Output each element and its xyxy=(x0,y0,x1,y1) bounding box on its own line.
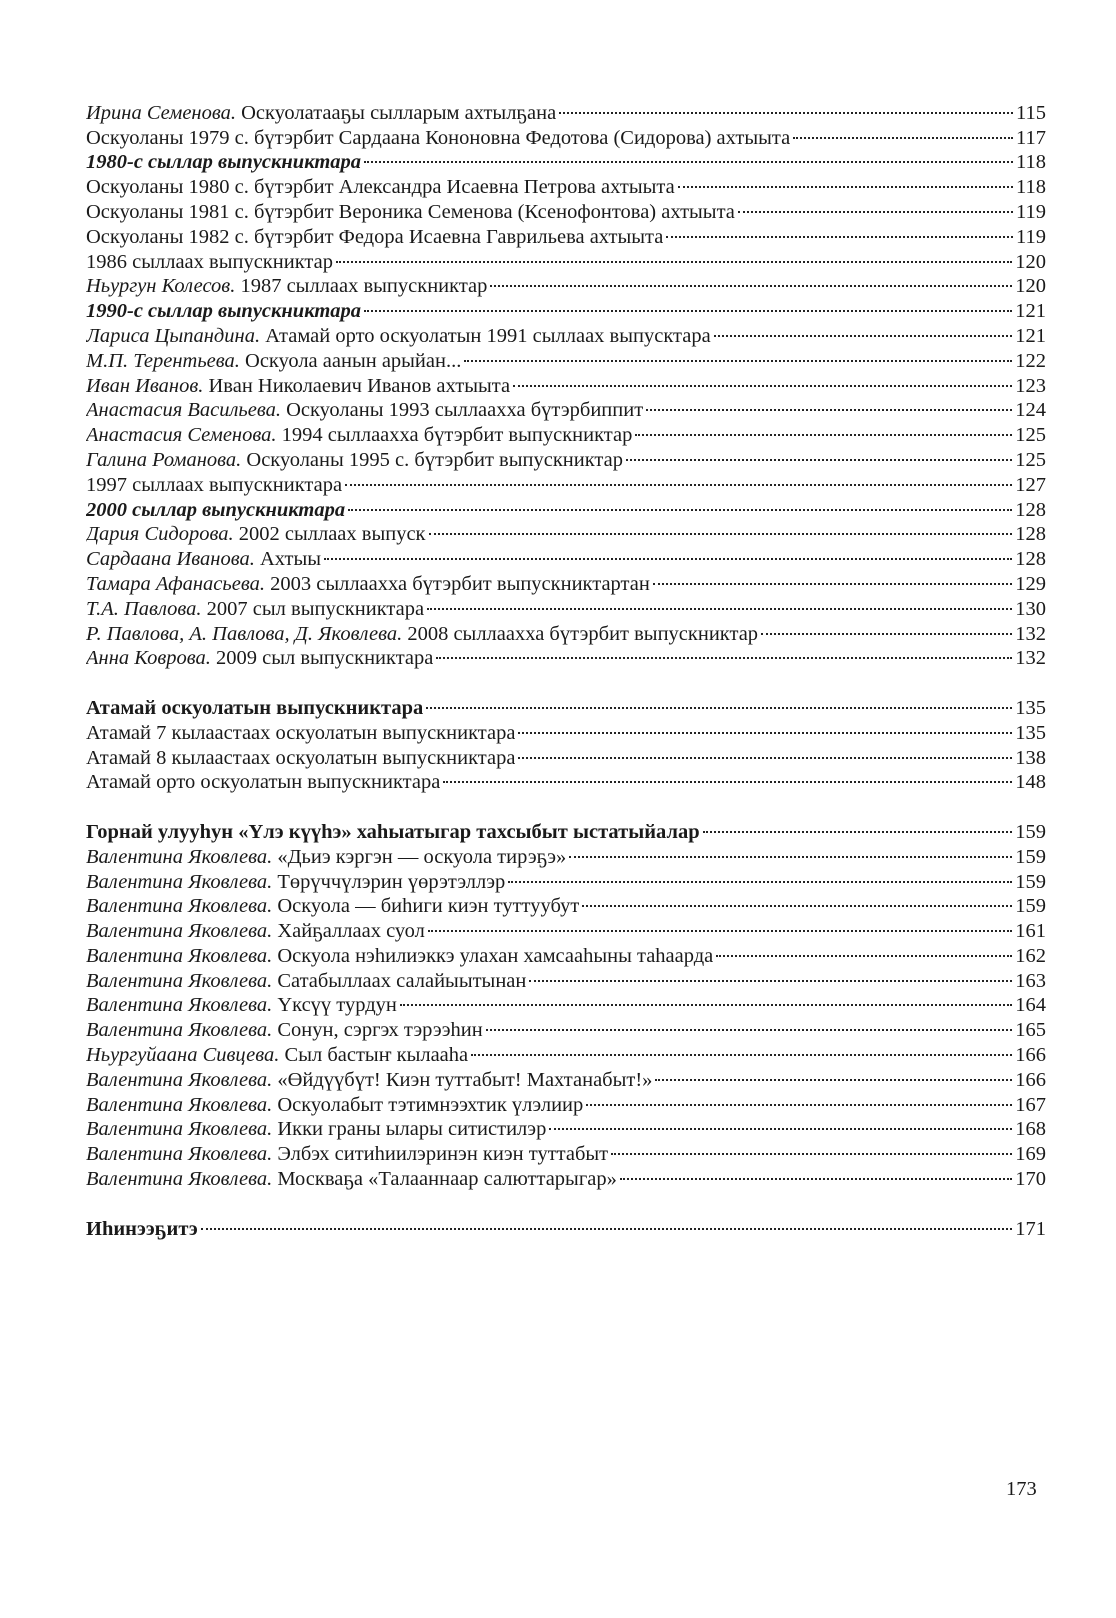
dot-leader xyxy=(428,912,1012,937)
toc-entry-author: Валентина Яковлева. xyxy=(86,969,273,992)
toc-entry-author: Сардаана Иванова. xyxy=(86,548,255,571)
dot-leader xyxy=(464,342,1012,367)
toc-entry-title: Оскуоланы 1981 с. бүтэрбит Вероника Семенова (Ксенофонтова) ахтыыта xyxy=(86,200,735,223)
toc-entry-page: 168 xyxy=(1015,1118,1046,1141)
toc-entry-title: Ахтыы xyxy=(254,548,322,571)
toc-entry-text xyxy=(86,175,675,200)
dot-leader xyxy=(738,193,1013,218)
toc-entry-author: Валентина Яковлева. xyxy=(86,1143,273,1166)
toc-entry-page: 117 xyxy=(1016,126,1046,149)
toc-entry-title: Атамай оскуолатын выпускниктара xyxy=(86,696,424,719)
dot-leader xyxy=(518,739,1012,764)
toc-entry-text xyxy=(86,919,425,944)
toc-entry-author: Валентина Яковлева. xyxy=(86,1068,273,1091)
toc-entry-title: 1987 сыллаах выпускниктар xyxy=(235,275,488,298)
toc-entry-title: Москваҕа «Талааннаар салюттарыгар» xyxy=(272,1168,617,1191)
toc-entry-page: 161 xyxy=(1015,920,1046,943)
toc-entry-author: Т.А. Павлова. xyxy=(86,597,202,620)
toc-entry-title: Атамай 7 кылаастаах оскуолатын выпускниктара xyxy=(86,721,516,744)
toc-entry-page: 167 xyxy=(1015,1093,1046,1116)
toc-entry-page: 122 xyxy=(1015,349,1046,372)
toc-entry-title: Оскуоланы 1993 сыллаахха бүтэрбиппит xyxy=(280,399,644,422)
dot-leader xyxy=(620,1160,1012,1185)
dot-leader xyxy=(490,268,1012,293)
toc-entry-text xyxy=(86,200,735,225)
dot-leader xyxy=(666,218,1013,243)
toc-entry-page: 127 xyxy=(1015,473,1046,496)
toc-entry-page: 120 xyxy=(1015,250,1046,273)
toc-entry-text xyxy=(86,696,423,721)
toc-entry-title: Горнай улууһун «Үлэ күүһэ» хаһыатыгар тахсыбыт ыстатыйалар xyxy=(86,820,700,843)
toc-entry-text xyxy=(86,1167,617,1192)
toc-entry-title: «Өйдүүбүт! Киэн туттабыт! Махтанабыт!» xyxy=(272,1068,653,1091)
dot-leader xyxy=(626,441,1012,466)
toc-entry-page: 121 xyxy=(1015,324,1046,347)
toc-entry-text xyxy=(86,473,342,498)
toc-entry-title: 1997 сыллаах выпускниктара xyxy=(86,473,343,496)
toc-entry-page: 119 xyxy=(1016,225,1046,248)
dot-leader xyxy=(655,1061,1012,1086)
dot-leader xyxy=(678,168,1013,193)
toc-entry-text xyxy=(86,770,440,795)
toc-entry-text xyxy=(86,250,333,275)
toc-entry-page: 124 xyxy=(1015,399,1046,422)
toc-entry-text xyxy=(86,299,361,324)
toc-heading[interactable] xyxy=(86,1210,1046,1240)
dot-leader xyxy=(653,565,1012,590)
toc-entry-title: Оскуоланы 1982 с. бүтэрбит Федора Исаевна Гаврильева ахтыыта xyxy=(86,225,664,248)
dot-leader xyxy=(364,144,1013,169)
dot-leader xyxy=(703,813,1013,838)
toc-entry-author: Р. Павлова, А. Павлова, Д. Яковлева. xyxy=(86,622,403,645)
toc-entry-page: 170 xyxy=(1015,1168,1046,1191)
toc-entry-title: Оскуолатааҕы сылларым ахтылҕана xyxy=(236,101,557,124)
toc-entry-title: Хайҕаллаах суол xyxy=(272,920,425,943)
dot-leader xyxy=(471,1036,1012,1061)
toc-entry-page: 119 xyxy=(1016,200,1046,223)
dot-leader xyxy=(559,94,1013,119)
toc-entry-author: Валентина Яковлева. xyxy=(86,1118,273,1141)
table-of-contents xyxy=(86,94,1046,1240)
toc-entry-page: 171 xyxy=(1015,1217,1046,1240)
toc-entry-title: Иван Николаевич Иванов ахтыыта xyxy=(203,374,511,397)
toc-entry-author: Ньургуйаана Сивцева. xyxy=(86,1044,280,1067)
toc-entry[interactable] xyxy=(86,94,1046,124)
dot-leader xyxy=(716,937,1012,962)
toc-entry-page: 138 xyxy=(1015,746,1046,769)
toc-entry-title: 2003 сыллаахха бүтэрбит выпускниктартан xyxy=(264,572,650,595)
toc-entry-text xyxy=(86,1068,652,1093)
toc-entry-page: 115 xyxy=(1016,101,1046,124)
dot-leader xyxy=(586,1086,1012,1111)
toc-entry-text xyxy=(86,498,345,523)
toc-entry-title: Оскуоланы 1979 с. бүтэрбит Сардаана Кононовна Федотова (Сидорова) ахтыыта xyxy=(86,126,791,149)
dot-leader xyxy=(646,392,1012,417)
toc-entry-title: Үксүү турдун xyxy=(272,994,397,1017)
toc-entry-author: Валентина Яковлева. xyxy=(86,920,273,943)
toc-entry-page: 123 xyxy=(1015,374,1046,397)
toc-entry-title: 2000 сыллар выпускниктара xyxy=(86,498,346,521)
toc-entry-title: Оскуоланы 1980 с. бүтэрбит Александра Исаевна Петрова ахтыыта xyxy=(86,176,675,199)
toc-entry-page: 128 xyxy=(1015,523,1046,546)
dot-leader xyxy=(761,615,1012,640)
dot-leader xyxy=(348,491,1012,516)
toc-entry-page: 125 xyxy=(1015,424,1046,447)
toc-entry-page: 129 xyxy=(1015,572,1046,595)
dot-leader xyxy=(336,243,1012,268)
dot-leader xyxy=(436,640,1012,665)
toc-entry-text xyxy=(86,1018,483,1043)
toc-entry-title: Оскуола — биһиги киэн туттуубут xyxy=(272,895,580,918)
dot-leader xyxy=(549,1111,1012,1136)
toc-entry-page: 135 xyxy=(1015,721,1046,744)
toc-entry-text xyxy=(86,870,505,895)
toc-entry-title: Төрүччүлэрин үөрэтэллэр xyxy=(272,870,506,893)
toc-entry-page: 162 xyxy=(1015,944,1046,967)
toc-entry-author: Валентина Яковлева. xyxy=(86,1093,273,1116)
toc-entry-author: Иван Иванов. xyxy=(86,374,204,397)
toc-entry-title: Атамай орто оскуолатын 1991 сыллаах выпусктара xyxy=(260,324,711,347)
toc-entry-author: Валентина Яковлева. xyxy=(86,845,273,868)
toc-entry-author: Валентина Яковлева. xyxy=(86,870,273,893)
toc-entry-text xyxy=(86,845,566,870)
toc-entry-text xyxy=(86,1043,468,1068)
toc-entry-title: Сатабыллаах салайыытынан xyxy=(272,969,527,992)
dot-leader xyxy=(364,292,1012,317)
toc-heading[interactable] xyxy=(86,813,1046,843)
toc-entry-author: Лариса Цыпандина. xyxy=(86,324,261,347)
dot-leader xyxy=(793,119,1013,144)
toc-entry-author: Ирина Семенова. xyxy=(86,101,236,124)
toc-entry-text xyxy=(86,1117,546,1142)
toc-entry-text xyxy=(86,993,397,1018)
toc-entry-text xyxy=(86,547,321,572)
toc-entry-text xyxy=(86,374,510,399)
toc-entry-page: 128 xyxy=(1015,548,1046,571)
toc-entry-title: 1986 сыллаах выпускниктар xyxy=(86,250,333,273)
toc-entry-author: Валентина Яковлева. xyxy=(86,944,273,967)
toc-entry-title: Атамай орто оскуолатын выпускниктара xyxy=(86,771,441,794)
toc-entry-text xyxy=(86,597,424,622)
page-number: 173 xyxy=(1006,1478,1037,1500)
toc-entry-author: Анастасия Васильева. xyxy=(86,399,281,422)
toc-entry-author: Анастасия Семенова. xyxy=(86,424,277,447)
toc-entry-text xyxy=(86,1142,608,1167)
dot-leader xyxy=(201,1210,1012,1235)
toc-entry-author: Валентина Яковлева. xyxy=(86,895,273,918)
toc-entry-title: Оскуола аанын арыйан... xyxy=(239,349,462,372)
dot-leader xyxy=(427,590,1012,615)
toc-entry-author: Валентина Яковлева. xyxy=(86,994,273,1017)
toc-entry-page: 169 xyxy=(1015,1143,1046,1166)
dot-leader xyxy=(443,764,1012,789)
dot-leader xyxy=(582,888,1012,913)
toc-entry-title: 2008 сыллаахха бүтэрбит выпускниктар xyxy=(402,622,759,645)
toc-entry-text xyxy=(86,721,515,746)
toc-entry-author: Анна Коврова. xyxy=(86,647,211,670)
dot-leader xyxy=(635,416,1012,441)
toc-entry-title: 1994 сыллаахха бүтэрбит выпускниктар xyxy=(276,424,633,447)
toc-entry-page: 120 xyxy=(1015,275,1046,298)
toc-entry-title: Сыл бастыҥ кылааһа xyxy=(279,1044,469,1067)
toc-entry-text xyxy=(86,150,361,175)
dot-leader xyxy=(429,516,1013,541)
toc-entry-page: 166 xyxy=(1015,1068,1046,1091)
toc-entry-title: Сонун, сэргэх тэрээһин xyxy=(272,1019,483,1042)
toc-entry-page: 132 xyxy=(1015,647,1046,670)
toc-entry-author: Дария Сидорова. xyxy=(86,523,234,546)
toc-entry-page: 164 xyxy=(1015,994,1046,1017)
dot-leader xyxy=(518,714,1012,739)
toc-entry-page: 118 xyxy=(1016,176,1046,199)
toc-entry-title: «Дьиэ кэргэн — оскуола тирэҕэ» xyxy=(272,845,567,868)
toc-entry-text xyxy=(86,101,556,126)
toc-entry-page: 159 xyxy=(1015,845,1046,868)
dot-leader xyxy=(529,962,1012,987)
toc-entry-author: Ньургун Колесов. xyxy=(86,275,236,298)
dot-leader xyxy=(400,987,1012,1012)
toc-entry-title: Атамай 8 кылаастаах оскуолатын выпускниктара xyxy=(86,746,516,769)
toc-entry-title: Иһинээҕитэ xyxy=(86,1217,198,1240)
toc-entry-title: 2009 сыл выпускниктара xyxy=(210,647,434,670)
dot-leader xyxy=(611,1135,1012,1160)
toc-entry-page: 159 xyxy=(1015,895,1046,918)
dot-leader xyxy=(426,689,1012,714)
toc-entry-page: 166 xyxy=(1015,1044,1046,1067)
toc-entry-text xyxy=(86,349,461,374)
toc-entry-title: 2007 сыл выпускниктара xyxy=(201,597,425,620)
toc-entry-page: 121 xyxy=(1015,300,1046,323)
toc-entry-title: 2002 сыллаах выпуск xyxy=(233,523,426,546)
toc-entry-text xyxy=(86,1093,583,1118)
toc-entry-author: Валентина Яковлева. xyxy=(86,1168,273,1191)
dot-leader xyxy=(508,863,1012,888)
toc-entry-title: Оскуоланы 1995 с. бүтэрбит выпускниктар xyxy=(241,448,623,471)
dot-leader xyxy=(714,317,1013,342)
toc-entry-text xyxy=(86,423,632,448)
toc-entry-author: Тамара Афанасьева. xyxy=(86,572,265,595)
toc-entry-page: 159 xyxy=(1015,820,1046,843)
dot-leader xyxy=(569,838,1012,863)
toc-entry-page: 163 xyxy=(1015,969,1046,992)
toc-entry-page: 125 xyxy=(1015,448,1046,471)
toc-entry-page: 118 xyxy=(1016,151,1046,174)
toc-entry-page: 135 xyxy=(1015,696,1046,719)
toc-entry-text xyxy=(86,646,433,671)
toc-entry-title: 1980-с сыллар выпускниктара xyxy=(86,151,362,174)
dot-leader xyxy=(486,1011,1013,1036)
toc-entry-author: Галина Романова. xyxy=(86,448,242,471)
toc-entry-author: М.П. Терентьева. xyxy=(86,349,240,372)
toc-entry-title: 1990-с сыллар выпускниктара xyxy=(86,300,362,323)
toc-entry-page: 128 xyxy=(1015,498,1046,521)
toc-entry-text xyxy=(86,398,643,423)
toc-entry-title: Оскуолабыт тэтимнээхтик үлэлиир xyxy=(272,1093,584,1116)
toc-entry-page: 159 xyxy=(1015,870,1046,893)
toc-entry-text xyxy=(86,1217,198,1242)
toc-entry-page: 130 xyxy=(1015,597,1046,620)
toc-entry-page: 148 xyxy=(1015,771,1046,794)
toc-heading[interactable] xyxy=(86,689,1046,719)
dot-leader xyxy=(345,466,1012,491)
toc-entry-title: Элбэх ситиһиилэринэн киэн туттабыт xyxy=(272,1143,609,1166)
toc-entry-title: Оскуола нэһилиэккэ улахан хамсааһыны таһаарда xyxy=(272,944,714,967)
dot-leader xyxy=(513,367,1012,392)
dot-leader xyxy=(324,540,1012,565)
toc-entry-title: Икки граны ылары ситистилэр xyxy=(272,1118,547,1141)
toc-entry-page: 132 xyxy=(1015,622,1046,645)
toc-entry-author: Валентина Яковлева. xyxy=(86,1019,273,1042)
toc-entry-page: 165 xyxy=(1015,1019,1046,1042)
